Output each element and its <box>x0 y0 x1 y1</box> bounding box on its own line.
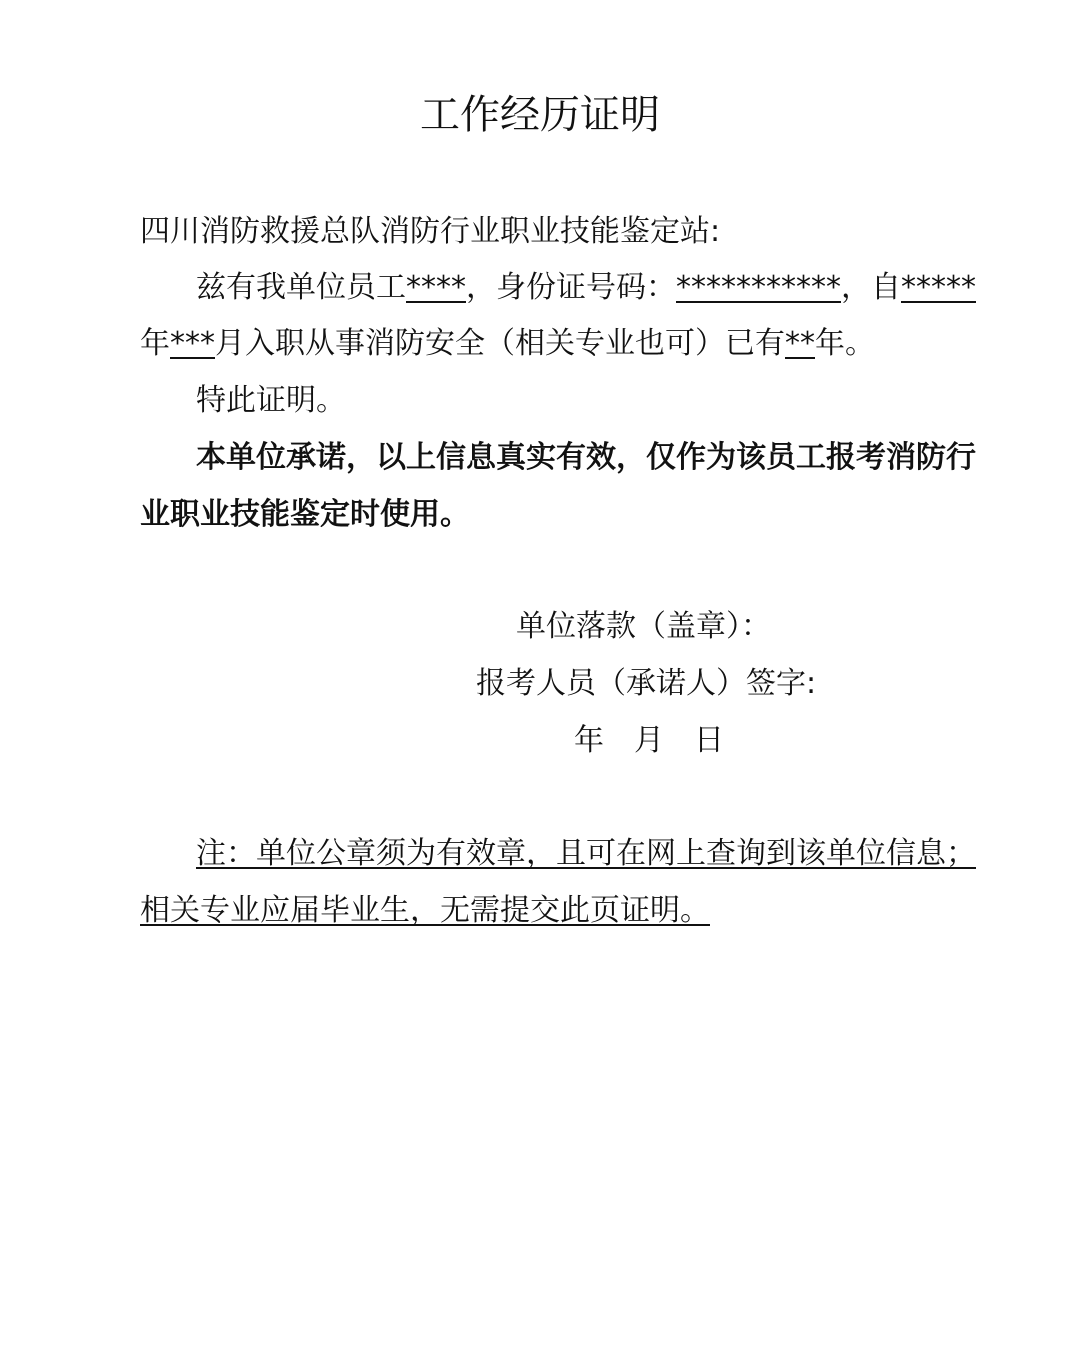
body-line-2 <box>140 324 875 364</box>
body-line-1 <box>196 268 976 308</box>
start-year-field: ***** <box>901 270 976 305</box>
duration-field: ** <box>785 326 815 361</box>
promise-line-2: 业职业技能鉴定时使用。 <box>140 497 470 532</box>
year-label: 年 <box>140 326 170 361</box>
note-line-2: 相关专业应届毕业生，无需提交此页证明。 <box>140 893 710 928</box>
duty-text: 月入职从事消防安全（相关专业也可）已有 <box>215 326 785 361</box>
addressee-line: 四川消防救援总队消防行业职业技能鉴定站: <box>140 214 721 249</box>
date-month-label: 月 <box>634 723 664 758</box>
from-label: ，自 <box>841 270 901 305</box>
id-label: ，身份证号码： <box>466 270 676 305</box>
unit-seal-label: 单位落款（盖章）： <box>516 609 771 644</box>
applicant-signature-label: 报考人员（承诺人）签字: <box>476 666 817 701</box>
intro-text: 兹有我单位员工 <box>196 270 406 305</box>
duration-suffix: 年。 <box>815 326 875 361</box>
date-day-label: 日 <box>694 723 724 758</box>
date-line <box>574 721 724 761</box>
document-title: 工作经历证明 <box>420 92 660 138</box>
note-line-1: 注：单位公章须为有效章，且可在网上查询到该单位信息； <box>196 836 976 871</box>
employee-name-field: **** <box>406 270 466 305</box>
start-month-field: *** <box>170 326 215 361</box>
date-year-label: 年 <box>574 723 604 758</box>
certify-line: 特此证明。 <box>196 383 346 418</box>
promise-line-1: 本单位承诺，以上信息真实有效，仅作为该员工报考消防行 <box>196 440 976 475</box>
id-number-field: *********** <box>676 270 841 305</box>
